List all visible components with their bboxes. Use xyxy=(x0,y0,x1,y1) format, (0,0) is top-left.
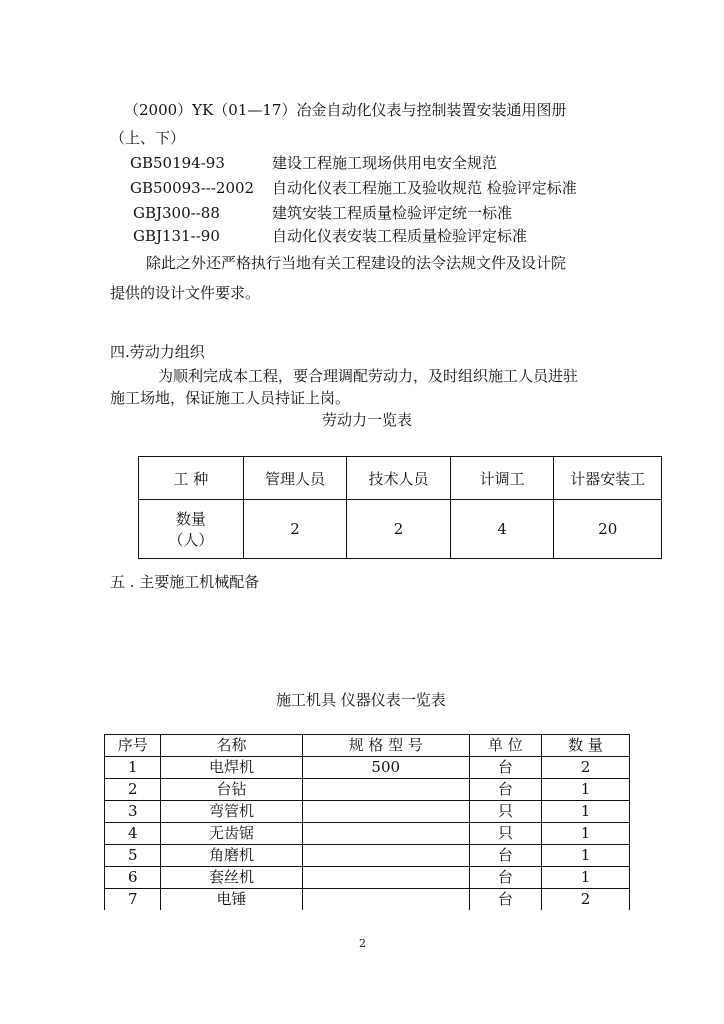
table-title: 施工机具 仪器仪表一览表 xyxy=(276,691,446,709)
reference-code: GBJ131--90 xyxy=(133,227,220,245)
table-cell: 台 xyxy=(469,845,541,867)
table-row xyxy=(105,779,630,801)
table-cell: 弯管机 xyxy=(161,801,302,823)
table-cell: 4 xyxy=(105,823,161,845)
table-header-row xyxy=(139,457,662,500)
table-cell: 3 xyxy=(105,801,161,823)
table-cell: 无齿锯 xyxy=(161,823,302,845)
table-cell: 台钻 xyxy=(161,779,302,801)
reference-title: 建筑安装工程质量检验评定统一标准 xyxy=(272,204,513,222)
reference-code: GB50093---2002 xyxy=(130,179,255,197)
table-cell: 500 xyxy=(302,757,469,779)
table-row xyxy=(105,823,630,845)
table-cell xyxy=(302,823,469,845)
table-cell: 4 xyxy=(450,500,554,559)
reference-code: GBJ300--88 xyxy=(133,204,220,222)
table-cell: 6 xyxy=(105,867,161,889)
table-row xyxy=(105,867,630,889)
reference-line: （2000）YK（01—17）冶金自动化仪表与控制装置安装通用图册 xyxy=(124,101,567,119)
equipment-table xyxy=(104,734,630,910)
table-header-cell: 管理人员 xyxy=(243,457,347,500)
reference-line-continued: （上、下） xyxy=(110,129,186,147)
paragraph-continued: 施工场地，保证施工人员持证上岗。 xyxy=(110,389,351,407)
table-header-cell: 数 量 xyxy=(541,735,629,757)
table-cell xyxy=(302,801,469,823)
table-header-cell: 计器安装工 xyxy=(554,457,662,500)
table-cell: 台 xyxy=(469,867,541,889)
table-cell: 1 xyxy=(541,845,629,867)
table-cell: 电锤 xyxy=(161,889,302,911)
table-cell xyxy=(302,845,469,867)
table-cell: 只 xyxy=(469,823,541,845)
table-cell: 台 xyxy=(469,757,541,779)
table-row xyxy=(105,801,630,823)
table-cell: 1 xyxy=(541,823,629,845)
reference-title: 自动化仪表安装工程质量检验评定标准 xyxy=(272,227,528,245)
table-row xyxy=(105,889,630,911)
table-cell: 2 xyxy=(541,757,629,779)
table-cell: 台 xyxy=(469,889,541,911)
row-label-line: （人） xyxy=(168,531,214,549)
table-cell: 电焊机 xyxy=(161,757,302,779)
table-cell: 7 xyxy=(105,889,161,911)
paragraph-continued: 提供的设计文件要求。 xyxy=(110,284,261,302)
table-header-cell: 工 种 xyxy=(139,457,244,500)
table-cell xyxy=(302,779,469,801)
section-heading: 四.劳动力组织 xyxy=(110,343,205,361)
table-cell xyxy=(302,867,469,889)
table-cell: 角磨机 xyxy=(161,845,302,867)
labor-table xyxy=(138,456,662,559)
table-cell: 1 xyxy=(541,867,629,889)
reference-title: 自动化仪表工程施工及验收规范 检验评定标准 xyxy=(272,179,577,197)
paragraph: 除此之外还严格执行当地有关工程建设的法令法规文件及设计院 xyxy=(146,254,567,272)
table-cell: 1 xyxy=(541,801,629,823)
table-row-label xyxy=(139,500,244,559)
table-row xyxy=(105,845,630,867)
table-cell: 套丝机 xyxy=(161,867,302,889)
reference-title: 建设工程施工现场供用电安全规范 xyxy=(272,154,498,172)
table-row xyxy=(139,500,662,559)
page-number: 2 xyxy=(359,937,366,950)
table-header-row xyxy=(105,735,630,757)
table-cell: 5 xyxy=(105,845,161,867)
table-cell: 20 xyxy=(554,500,662,559)
table-cell: 2 xyxy=(243,500,347,559)
table-header-cell: 技术人员 xyxy=(347,457,451,500)
table-title: 劳动力一览表 xyxy=(322,411,413,429)
table-cell: 2 xyxy=(105,779,161,801)
paragraph: 为顺利完成本工程，要合理调配劳动力，及时组织施工人员进驻 xyxy=(158,367,579,385)
table-header-cell: 名称 xyxy=(161,735,302,757)
table-cell: 2 xyxy=(541,889,629,911)
table-header-cell: 计调工 xyxy=(450,457,554,500)
reference-code: GB50194-93 xyxy=(130,154,225,172)
table-row xyxy=(105,757,630,779)
table-cell: 只 xyxy=(469,801,541,823)
table-header-cell: 规 格 型 号 xyxy=(302,735,469,757)
table-cell: 台 xyxy=(469,779,541,801)
table-header-cell: 序号 xyxy=(105,735,161,757)
table-cell: 1 xyxy=(541,779,629,801)
table-cell: 1 xyxy=(105,757,161,779)
table-cell xyxy=(302,889,469,911)
row-label-line: 数量 xyxy=(175,510,206,528)
table-cell: 2 xyxy=(347,500,451,559)
table-header-cell: 单 位 xyxy=(469,735,541,757)
section-heading: 五 . 主要施工机械配备 xyxy=(110,573,260,591)
